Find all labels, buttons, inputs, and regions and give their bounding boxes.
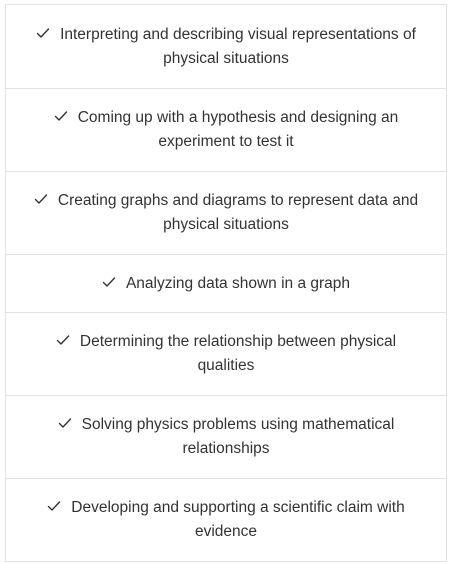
skill-item bbox=[6, 5, 446, 88]
skills-list bbox=[5, 4, 447, 562]
skill-item-label: Developing and supporting a scientific claim with evidence bbox=[71, 499, 405, 540]
check-icon bbox=[54, 109, 68, 123]
skill-item bbox=[6, 171, 446, 254]
check-icon bbox=[34, 192, 48, 206]
skill-item-label: Interpreting and describing visual representations of physical situations bbox=[60, 25, 416, 67]
skill-item-label: Determining the relationship between physical qualities bbox=[79, 333, 397, 374]
skill-item bbox=[6, 312, 446, 395]
skill-item-label: Coming up with a hypothesis and designing an experiment to test it bbox=[77, 109, 399, 150]
skill-item bbox=[6, 478, 446, 561]
skill-item-label: Creating graphs and diagrams to represent data and physical situations bbox=[57, 192, 419, 233]
check-icon bbox=[47, 499, 61, 513]
skill-item-label: Solving physics problems using mathematical relationships bbox=[81, 416, 395, 457]
skill-item-label: Analyzing data shown in a graph bbox=[125, 274, 351, 292]
skill-item bbox=[6, 88, 446, 171]
check-icon bbox=[56, 333, 70, 347]
check-icon bbox=[58, 416, 72, 430]
check-icon bbox=[102, 275, 116, 289]
skill-item bbox=[6, 395, 446, 478]
skill-item bbox=[6, 254, 446, 312]
check-icon bbox=[36, 26, 50, 40]
